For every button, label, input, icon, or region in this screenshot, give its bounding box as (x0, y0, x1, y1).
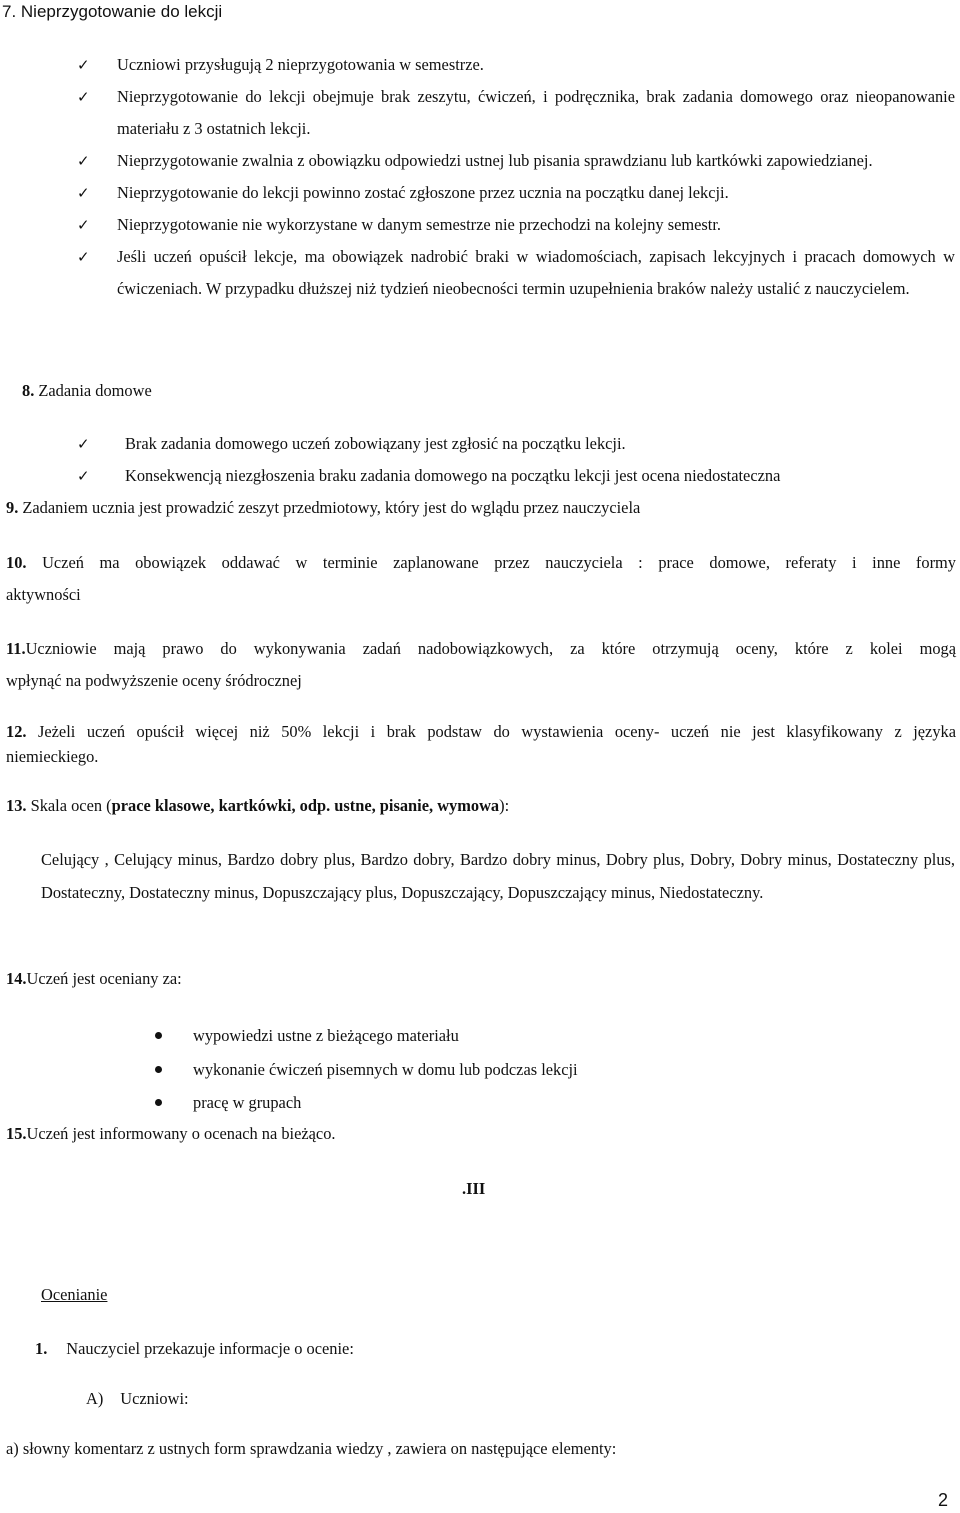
list-item: ✓ Konsekwencją niezgłoszenia braku zadania domowego na początku lekcji jest ocena niedostateczna (125, 460, 955, 492)
checkmark-icon: ✓ (77, 467, 90, 485)
checkmark-icon: ✓ (77, 248, 90, 266)
section-8-list (77, 428, 955, 492)
grading-subpoint-a: A) Uczniowi: (86, 1389, 189, 1408)
checkmark-icon: ✓ (77, 152, 90, 170)
checkmark-icon: ✓ (77, 216, 90, 234)
section-10: 10. Uczeń ma obowiązek oddawać w terminie zaplanowane przez nauczyciela : prace domowe, referaty i inne formy aktywności (6, 553, 956, 604)
checkmark-icon: ✓ (77, 184, 90, 202)
list-item: ✓ Nieprzygotowanie do lekcji powinno zostać zgłoszone przez ucznia na początku danej lekcji. (117, 177, 955, 209)
grade-scale: Celujący , Celujący minus, Bardzo dobry plus, Bardzo dobry, Bardzo dobry minus, Dobry plus, Dobry, Dobry minus, Dostateczny plus, Dostateczny, Dostateczny minus, Dopuszczający plus, Dopuszczający, Dopuszczający minus, Niedostateczny. (41, 850, 955, 902)
section-8-heading: 8. Zadania domowe (22, 381, 152, 400)
section-11: 11.Uczniowie mają prawo do wykonywania zadań nadobowiązkowych, za które otrzymują oceny, które z kolei mogą wpłynąć na podwyższenie oceny śródrocznej (6, 639, 956, 690)
section-12: 12. Jeżeli uczeń opuścił więcej niż 50% lekcji i brak podstaw do wystawienia oceny- uczeń nie jest klasyfikowany z języka niemieckiego. (6, 722, 956, 766)
grading-line-a: a) słowny komentarz z ustnych form sprawdzania wiedzy , zawiera on następujące elementy: (6, 1439, 617, 1458)
checkmark-icon: ✓ (77, 88, 90, 106)
bullet-icon (155, 1032, 162, 1039)
list-item: ✓ Brak zadania domowego uczeń zobowiązany jest zgłosić na początku lekcji. (125, 428, 955, 460)
list-item: pracę w grupach (193, 1086, 578, 1120)
list-item: ✓ Jeśli uczeń opuścił lekcje, ma obowiązek nadrobić braki w wiadomościach, zapisach lekcyjnych i pracach domowych w ćwiczeniach. W przypadku dłuższej niż tydzień nieobecności termin uzupełnienia braków należy ustalić z nauczycielem. (117, 241, 955, 305)
checkmark-icon: ✓ (77, 56, 90, 74)
section-9: 9. Zadaniem ucznia jest prowadzić zeszyt przedmiotowy, który jest do wglądu przez nauczyciela (6, 498, 641, 517)
grading-point-1: 1. Nauczyciel przekazuje informacje o ocenie: (35, 1339, 354, 1358)
bullet-icon (155, 1099, 162, 1106)
part-marker: .III (462, 1179, 486, 1198)
section-14-heading: 14.Uczeń jest oceniany za: (6, 969, 182, 988)
list-item: wypowiedzi ustne z bieżącego materiału (193, 1019, 578, 1053)
bullet-icon (155, 1066, 162, 1073)
section-7-heading: 7. Nieprzygotowanie do lekcji (2, 2, 223, 21)
checkmark-icon: ✓ (77, 435, 90, 453)
section-7-list (77, 49, 955, 305)
section-15: 15.Uczeń jest informowany o ocenach na bieżąco. (6, 1124, 336, 1143)
list-item: ✓ Uczniowi przysługują 2 nieprzygotowania w semestrze. (117, 49, 955, 81)
list-item: ✓ Nieprzygotowanie nie wykorzystane w danym semestrze nie przechodzi na kolejny semestr. (117, 209, 955, 241)
section-14-list (193, 1019, 578, 1120)
page-number: 2 (938, 1490, 949, 1510)
list-item: ✓ Nieprzygotowanie zwalnia z obowiązku odpowiedzi ustnej lub pisania sprawdzianu lub kartkówki zapowiedzianej. (117, 145, 955, 177)
list-item: wykonanie ćwiczeń pisemnych w domu lub podczas lekcji (193, 1053, 578, 1087)
list-item: ✓ Nieprzygotowanie do lekcji obejmuje brak zeszytu, ćwiczeń, i podręcznika, brak zadania domowego oraz nieopanowanie materiału z 3 ostatnich lekcji. (117, 81, 955, 145)
grading-title: Ocenianie (41, 1285, 108, 1304)
section-13-heading: 13. Skala ocen (prace klasowe, kartkówki, odp. ustne, pisanie, wymowa): (6, 796, 510, 815)
